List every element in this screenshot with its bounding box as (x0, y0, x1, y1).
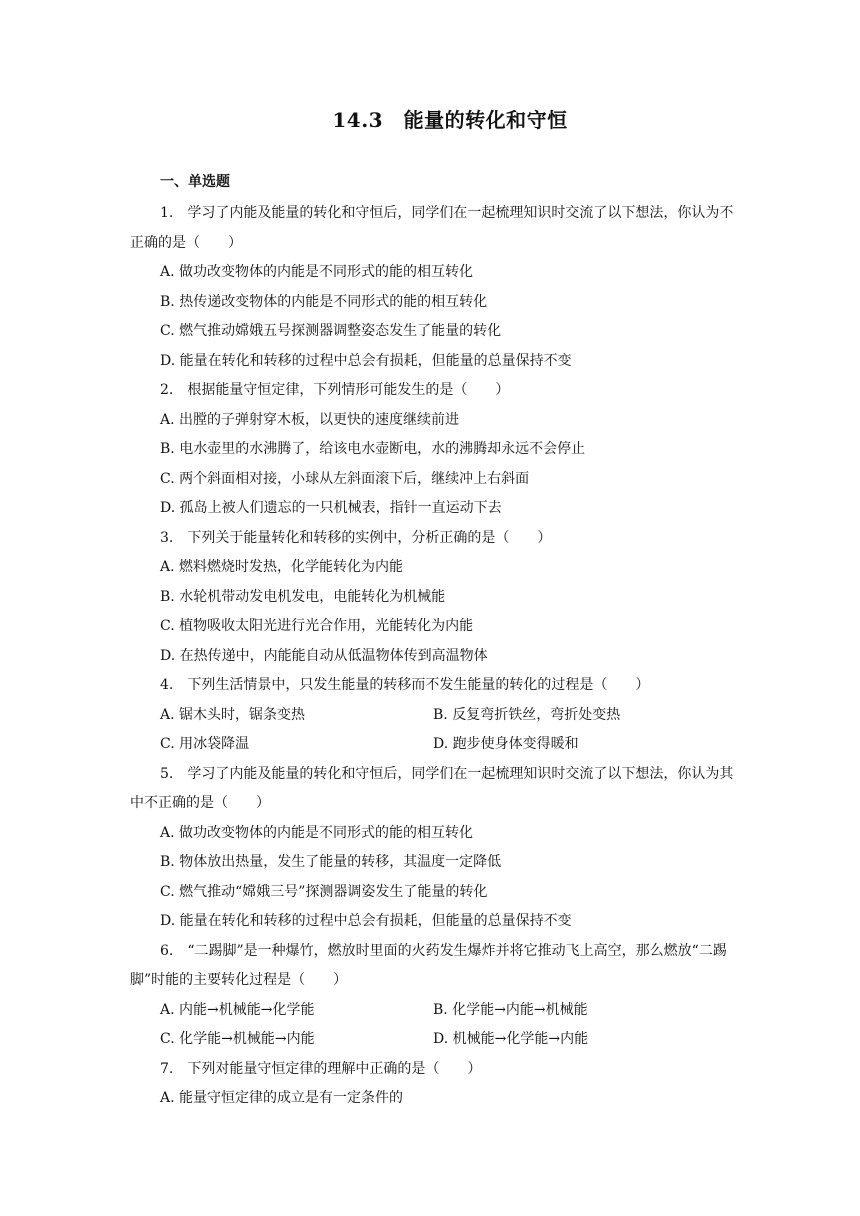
question-stem: 4. 下列生活情景中，只发生能量的转移而不发生能量的转化的过程是（ ） (160, 677, 650, 693)
option-d: D. 能量在转化和转移的过程中总会有损耗，但能量的总量保持不变 (160, 913, 572, 929)
option-row (130, 996, 735, 1026)
option-a: A. 锯木头时，锯条变热 (160, 706, 306, 723)
option-d: D. 跑步使身体变得暖和 (433, 736, 579, 752)
option-d: D. 孤岛上被人们遗忘的一只机械表，指针一直运动下去 (160, 500, 502, 516)
option-d: D. 能量在转化和转移的过程中总会有损耗，但能量的总量保持不变 (160, 352, 572, 369)
option-b: B. 水轮机带动发电机发电，电能转化为机械能 (160, 588, 446, 605)
option-b: B. 反复弯折铁丝，弯折处变热 (433, 706, 621, 723)
question-stem: 5. 学习了内能及能量的转化和守恒后，同学们在一起梳理知识时交流了以下想法，你认为其中不正确的是（ ） (130, 765, 734, 811)
question-4 (130, 671, 735, 760)
option-c: C. 两个斜面相对接，小球从左斜面滚下后，继续冲上右斜面 (160, 470, 530, 487)
option-a: A. 内能→机械能→化学能 (160, 1001, 315, 1018)
option-c: C. 植物吸收太阳光进行光合作用，光能转化为内能 (160, 618, 474, 634)
question-stem: 6. “二踢脚”是一种爆竹，燃放时里面的火药发生爆炸并将它推动飞上高空，那么燃放“二踢脚”时能的主要转化过程是（ ） (130, 942, 727, 988)
question-stem: 2. 根据能量守恒定律，下列情形可能发生的是（ ） (160, 382, 510, 398)
page-title: 14.3 能量的转化和守恒 (332, 108, 568, 132)
option-row (130, 701, 735, 731)
question-5 (130, 760, 735, 937)
option-row (130, 730, 735, 760)
option-a: A. 能量守恒定律的成立是有一定条件的 (160, 1090, 404, 1106)
option-b: B. 电水壶里的水沸腾了，给该电水壶断电，水的沸腾却永远不会停止 (160, 441, 586, 457)
question-stem: 3. 下列关于能量转化和转移的实例中，分析正确的是（ ） (160, 529, 552, 546)
question-list (130, 199, 735, 1114)
option-b: B. 热传递改变物体的内能是不同形式的能的相互转化 (160, 293, 488, 310)
option-a: A. 做功改变物体的内能是不同形式的能的相互转化 (160, 264, 474, 280)
question-6 (130, 937, 735, 1055)
option-b: B. 化学能→内能→机械能 (433, 1001, 588, 1018)
option-a: A. 出膛的子弹射穿木板，以更快的速度继续前进 (160, 411, 460, 428)
option-c: C. 用冰袋降温 (160, 736, 250, 752)
question-1 (130, 199, 735, 376)
section-heading: 一、单选题 (160, 174, 230, 190)
option-c: C. 燃气推动“嫦娥三号”探测器调姿发生了能量的转化 (160, 883, 488, 900)
question-2 (130, 376, 735, 524)
question-stem: 7. 下列对能量守恒定律的理解中正确的是（ ） (160, 1060, 482, 1077)
question-7 (130, 1055, 735, 1114)
question-stem: 1. 学习了内能及能量的转化和守恒后，同学们在一起梳理知识时交流了以下想法，你认为不正确的是（ ） (130, 205, 734, 251)
option-a: A. 燃料燃烧时发热，化学能转化为内能 (160, 559, 404, 575)
question-3 (130, 524, 735, 672)
option-a: A. 做功改变物体的内能是不同形式的能的相互转化 (160, 824, 474, 841)
option-row (130, 1025, 735, 1055)
option-d: D. 在热传递中，内能能自动从低温物体传到高温物体 (160, 647, 488, 664)
option-d: D. 机械能→化学能→内能 (433, 1031, 589, 1047)
option-c: C. 燃气推动嫦娥五号探测器调整姿态发生了能量的转化 (160, 323, 502, 339)
option-c: C. 化学能→机械能→内能 (160, 1031, 315, 1047)
option-b: B. 物体放出热量，发生了能量的转移，其温度一定降低 (160, 854, 502, 870)
